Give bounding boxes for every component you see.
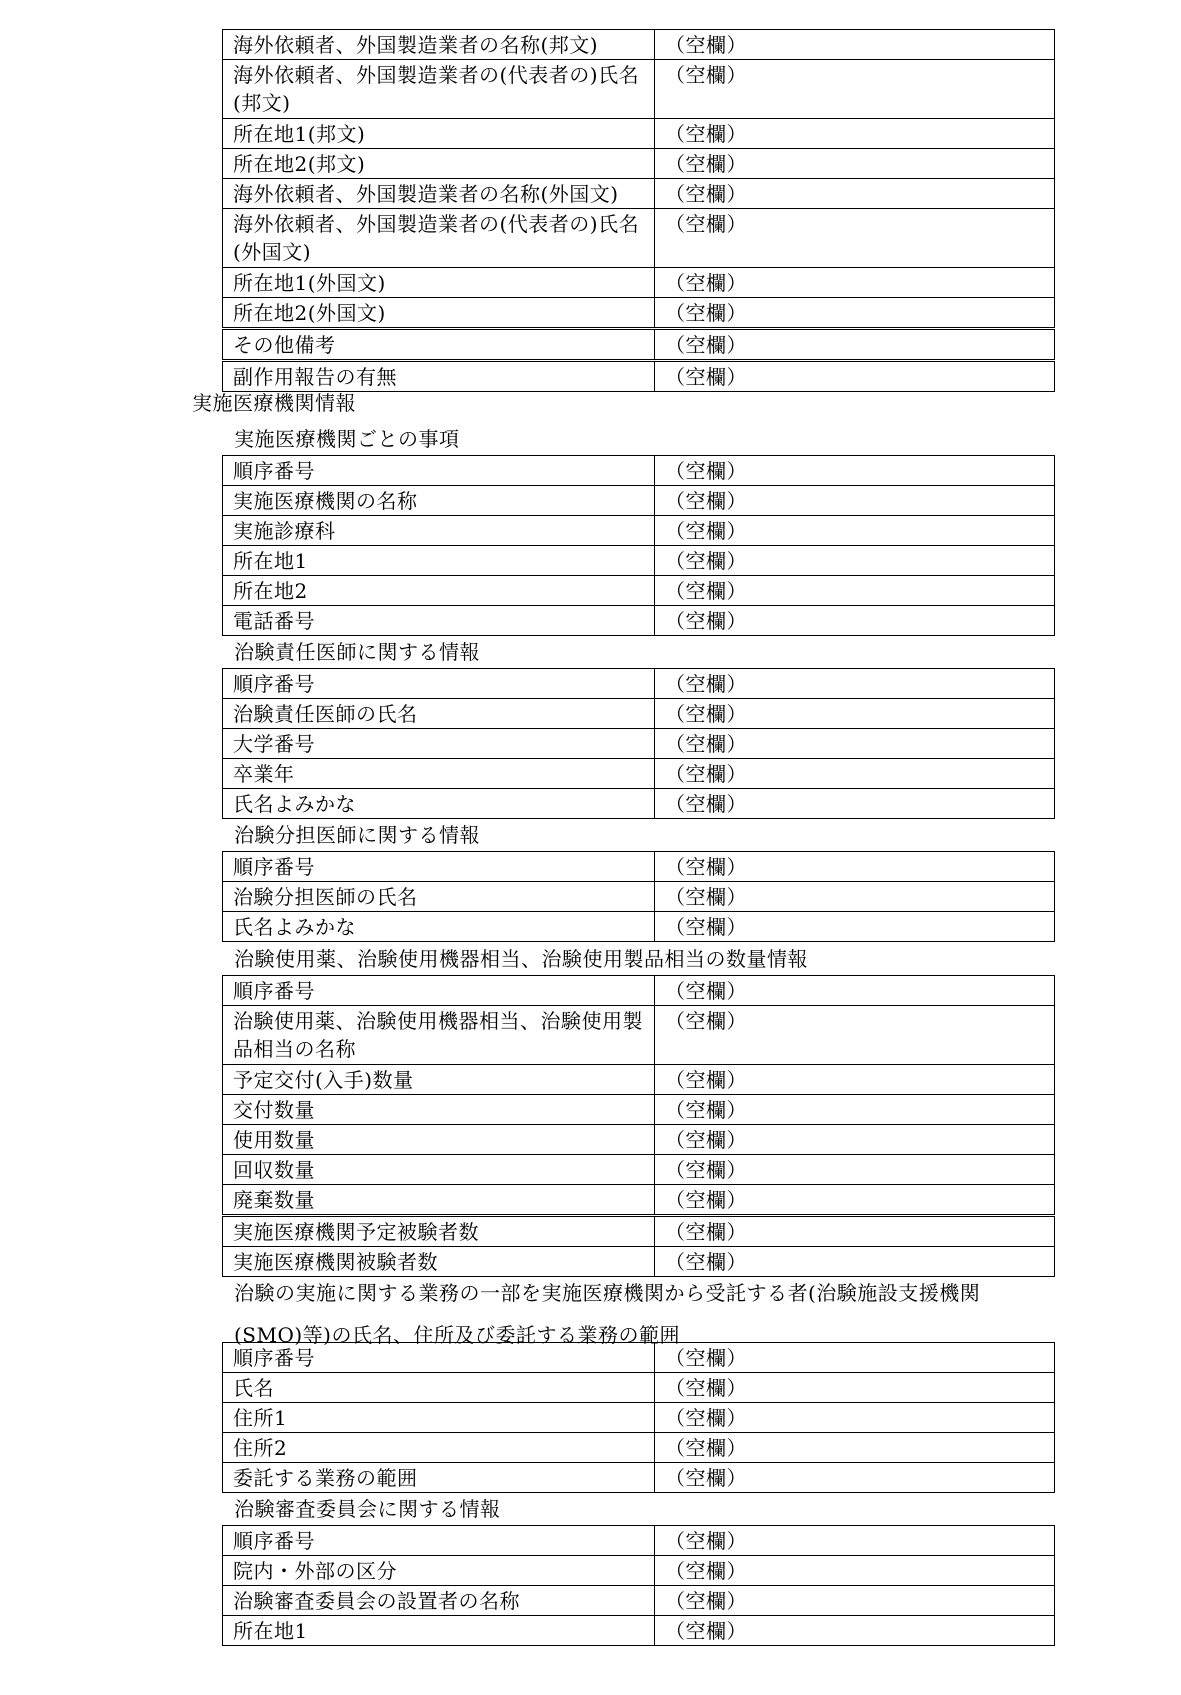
field-label: 所在地1(邦文) <box>223 119 655 149</box>
field-value: （空欄） <box>655 1216 1055 1247</box>
field-label: 住所1 <box>223 1403 655 1433</box>
field-value: （空欄） <box>655 209 1055 268</box>
field-value: （空欄） <box>655 852 1055 882</box>
section-title: 実施医療機関情報 <box>192 391 356 415</box>
table-row <box>223 1155 1055 1185</box>
smo-table <box>222 1342 1055 1493</box>
table-row <box>223 209 1055 268</box>
field-value: （空欄） <box>655 516 1055 546</box>
field-value: （空欄） <box>655 759 1055 789</box>
table-row <box>223 1095 1055 1125</box>
field-label: 氏名よみかな <box>223 789 655 819</box>
field-value: （空欄） <box>655 1095 1055 1125</box>
field-value: （空欄） <box>655 1125 1055 1155</box>
field-label: 実施診療科 <box>223 516 655 546</box>
subsection-heading: 治験使用薬、治験使用機器相当、治験使用製品相当の数量情報 <box>234 947 808 971</box>
table-row <box>223 1373 1055 1403</box>
field-value: （空欄） <box>655 1247 1055 1277</box>
field-label: 海外依頼者、外国製造業者の名称(外国文) <box>223 179 655 209</box>
table-row <box>223 912 1055 942</box>
field-value: （空欄） <box>655 1556 1055 1586</box>
table-row <box>223 516 1055 546</box>
field-value: （空欄） <box>655 1185 1055 1216</box>
field-value: （空欄） <box>655 298 1055 329</box>
field-label: 予定交付(入手)数量 <box>223 1065 655 1095</box>
table-row <box>223 486 1055 516</box>
table-row <box>223 1343 1055 1373</box>
field-value: （空欄） <box>655 30 1055 60</box>
field-label: 治験使用薬、治験使用機器相当、治験使用製品相当の名称 <box>223 1006 655 1065</box>
field-label: 住所2 <box>223 1433 655 1463</box>
table-row <box>223 149 1055 179</box>
table-row <box>223 1463 1055 1493</box>
field-value: （空欄） <box>655 1155 1055 1185</box>
field-label: 順序番号 <box>223 1526 655 1556</box>
table-row <box>223 1006 1055 1065</box>
table-row <box>223 546 1055 576</box>
field-value: （空欄） <box>655 976 1055 1006</box>
table-row <box>223 759 1055 789</box>
table-row <box>223 1125 1055 1155</box>
field-value: （空欄） <box>655 1616 1055 1646</box>
field-label: 電話番号 <box>223 606 655 636</box>
field-value: （空欄） <box>655 912 1055 942</box>
field-label: 所在地1(外国文) <box>223 268 655 298</box>
field-label: 順序番号 <box>223 669 655 699</box>
field-label: 所在地1 <box>223 1616 655 1646</box>
field-label: 所在地1 <box>223 546 655 576</box>
field-value: （空欄） <box>655 1403 1055 1433</box>
field-label: 所在地2(邦文) <box>223 149 655 179</box>
field-label: 廃棄数量 <box>223 1185 655 1216</box>
subsection-heading: 治験責任医師に関する情報 <box>234 640 480 664</box>
principal-investigator-table <box>222 668 1055 819</box>
field-label: 使用数量 <box>223 1125 655 1155</box>
table-row <box>223 882 1055 912</box>
field-value: （空欄） <box>655 149 1055 179</box>
table-row <box>223 1556 1055 1586</box>
table-row <box>223 576 1055 606</box>
field-label: 回収数量 <box>223 1155 655 1185</box>
table-row <box>223 298 1055 329</box>
field-label: その他備考 <box>223 329 655 361</box>
drug-quantity-table <box>222 975 1055 1277</box>
subsection-heading: 実施医療機関ごとの事項 <box>234 427 460 451</box>
field-value: （空欄） <box>655 882 1055 912</box>
field-label: 順序番号 <box>223 456 655 486</box>
field-value: （空欄） <box>655 669 1055 699</box>
field-value: （空欄） <box>655 576 1055 606</box>
field-value: （空欄） <box>655 546 1055 576</box>
field-value: （空欄） <box>655 268 1055 298</box>
table-row <box>223 119 1055 149</box>
subsection-heading: 治験分担医師に関する情報 <box>234 823 480 847</box>
field-label: 順序番号 <box>223 852 655 882</box>
table-row <box>223 852 1055 882</box>
field-label: 実施医療機関の名称 <box>223 486 655 516</box>
field-label: 実施医療機関被験者数 <box>223 1247 655 1277</box>
field-value: （空欄） <box>655 1433 1055 1463</box>
subsection-heading: 治験審査委員会に関する情報 <box>234 1497 501 1521</box>
table-row <box>223 1216 1055 1247</box>
table-row <box>223 1403 1055 1433</box>
field-value: （空欄） <box>655 456 1055 486</box>
field-label: 実施医療機関予定被験者数 <box>223 1216 655 1247</box>
field-value: （空欄） <box>655 729 1055 759</box>
field-value: （空欄） <box>655 1526 1055 1556</box>
field-value: （空欄） <box>655 1463 1055 1493</box>
field-label: 院内・外部の区分 <box>223 1556 655 1586</box>
table-row <box>223 361 1055 392</box>
field-label: 所在地2 <box>223 576 655 606</box>
irb-table <box>222 1525 1055 1646</box>
field-label: 副作用報告の有無 <box>223 361 655 392</box>
field-label: 治験審査委員会の設置者の名称 <box>223 1586 655 1616</box>
field-value: （空欄） <box>655 119 1055 149</box>
table-row <box>223 606 1055 636</box>
field-value: （空欄） <box>655 1586 1055 1616</box>
field-value: （空欄） <box>655 1065 1055 1095</box>
field-label: 海外依頼者、外国製造業者の(代表者の)氏名(外国文) <box>223 209 655 268</box>
table-row <box>223 789 1055 819</box>
field-value: （空欄） <box>655 486 1055 516</box>
table-row <box>223 179 1055 209</box>
table-row <box>223 729 1055 759</box>
field-label: 氏名 <box>223 1373 655 1403</box>
table-row <box>223 268 1055 298</box>
field-label: 大学番号 <box>223 729 655 759</box>
field-label: 治験分担医師の氏名 <box>223 882 655 912</box>
field-value: （空欄） <box>655 1373 1055 1403</box>
table-row <box>223 30 1055 60</box>
institution-table <box>222 455 1055 636</box>
table-row <box>223 60 1055 119</box>
field-label: 氏名よみかな <box>223 912 655 942</box>
field-label: 海外依頼者、外国製造業者の名称(邦文) <box>223 30 655 60</box>
field-value: （空欄） <box>655 789 1055 819</box>
field-label: 海外依頼者、外国製造業者の(代表者の)氏名(邦文) <box>223 60 655 119</box>
field-label: 卒業年 <box>223 759 655 789</box>
table-row <box>223 1433 1055 1463</box>
sub-investigator-table <box>222 851 1055 942</box>
foreign-sponsor-table <box>222 29 1055 392</box>
field-value: （空欄） <box>655 60 1055 119</box>
subsection-heading: 治験の実施に関する業務の一部を実施医療機関から受託する者(治験施設支援機関(SMO)等)の氏名、住所及び委託する業務の範囲 <box>234 1281 981 1347</box>
table-row <box>223 669 1055 699</box>
table-row <box>223 976 1055 1006</box>
table-row <box>223 1065 1055 1095</box>
field-value: （空欄） <box>655 1343 1055 1373</box>
field-label: 順序番号 <box>223 976 655 1006</box>
table-row <box>223 456 1055 486</box>
field-label: 交付数量 <box>223 1095 655 1125</box>
field-value: （空欄） <box>655 1006 1055 1065</box>
table-row <box>223 1586 1055 1616</box>
field-label: 治験責任医師の氏名 <box>223 699 655 729</box>
table-row <box>223 1526 1055 1556</box>
table-row <box>223 699 1055 729</box>
table-row <box>223 329 1055 361</box>
table-row <box>223 1185 1055 1216</box>
field-label: 順序番号 <box>223 1343 655 1373</box>
field-label: 委託する業務の範囲 <box>223 1463 655 1493</box>
table-row <box>223 1616 1055 1646</box>
field-value: （空欄） <box>655 606 1055 636</box>
field-value: （空欄） <box>655 361 1055 392</box>
field-value: （空欄） <box>655 179 1055 209</box>
field-label: 所在地2(外国文) <box>223 298 655 329</box>
field-value: （空欄） <box>655 329 1055 361</box>
field-value: （空欄） <box>655 699 1055 729</box>
